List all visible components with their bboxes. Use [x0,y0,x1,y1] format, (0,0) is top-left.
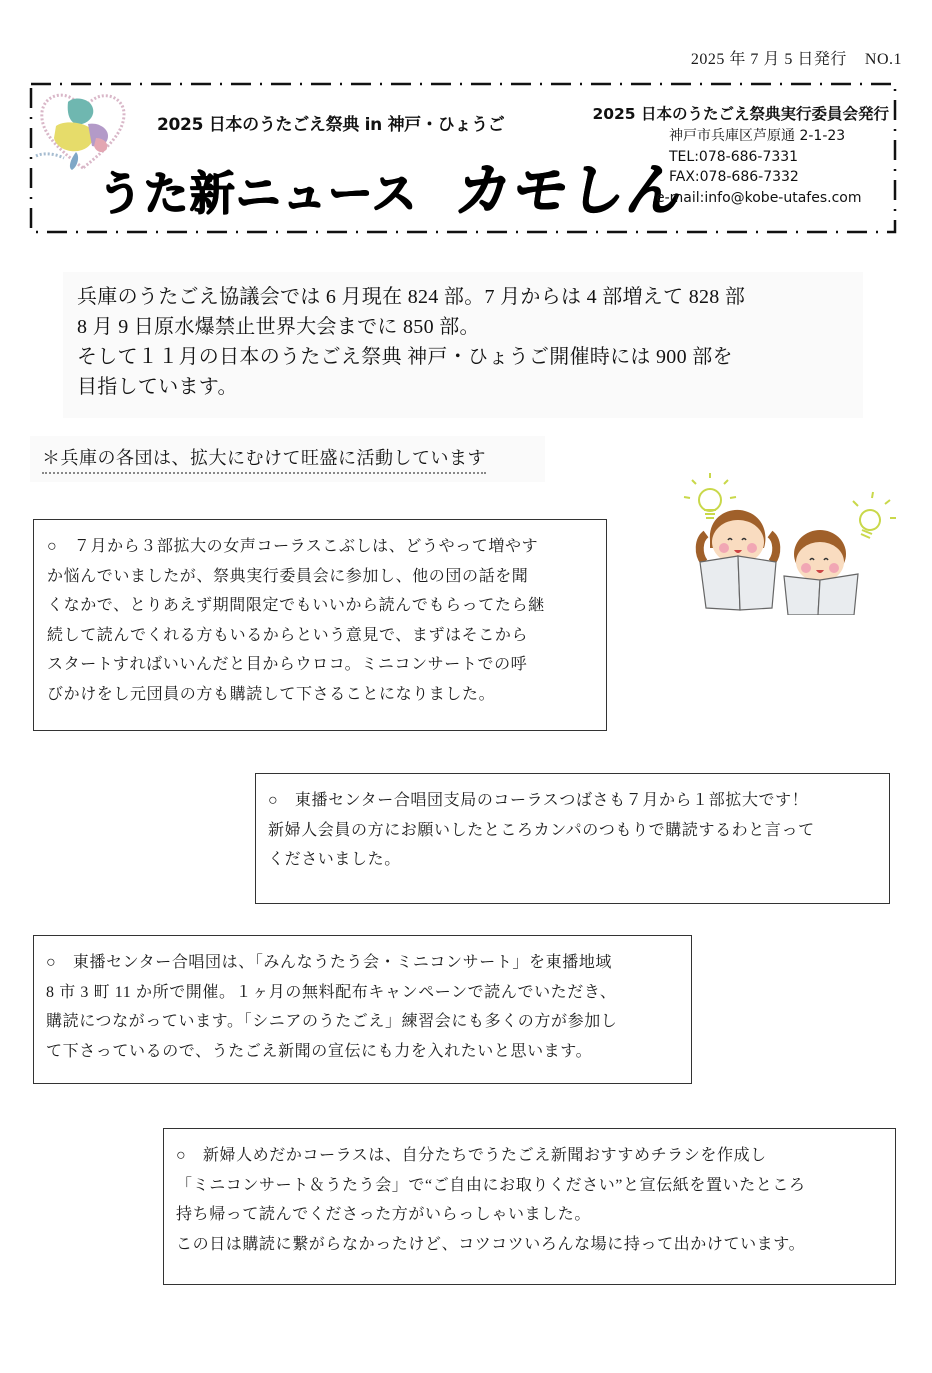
masthead [29,82,897,234]
intro-paragraph [63,272,863,418]
report-line: 購読につながっています。「シニアのうたごえ」練習会にも多くの方が参加し [46,1013,618,1030]
report-line: 続して読んでくれる方もいるからという意見で、まずはそこから [47,626,529,644]
report-line: くなかで、とりあえず期間限定でもいいから読んでもらってたら継 [47,597,545,614]
report-line: ○ ７月から３部拡大の女声コーラスこぶしは、どうやって増やす [47,538,539,555]
email-link[interactable]: e-mail:info@kobe-utafes.com [656,189,862,206]
issue-date: 2025 年 7 月 5 日発行 [690,51,847,68]
report-line: ○ 東播センター合唱団は、「みんなうたう会・ミニコンサート」を東播地域 [46,954,613,971]
newsletter-subtitle: うた新ニュース [97,166,418,220]
report-line: か悩んでいましたが、祭典実行委員会に参加し、他の団の話を聞 [47,567,529,585]
intro-line: 8 月 9 日原水爆禁止世界大会までに 850 部。 [77,316,480,338]
report-line: 新婦人会員の方にお願いしたところカンパのつもりで購読するわと言って [268,821,815,839]
fax: FAX:078-686-7332 [669,169,799,185]
report-line: この日は購読に繋がらなかったけど、コツコツいろんな場に持って出かけています。 [176,1235,806,1253]
publisher: 2025 日本のうたごえ祭典実行委員会発行 [592,105,889,123]
issue-date-number [640,46,902,69]
section-heading-panel [30,436,545,482]
event-title: 2025 日本のうたごえ祭典 in 神戸・ひょうご [157,115,505,135]
contact-info [656,126,862,208]
newsletter-title [97,146,688,226]
issue-number: NO.1 [864,51,902,68]
report-card-medaka [163,1128,896,1285]
report-line: ○ 新婦人めだかコーラスは、自分たちでうたごえ新聞おすすめチラシを作成し [176,1147,767,1164]
intro-line: 目指しています。 [77,376,238,398]
section-heading: ＊兵庫の各団は、拡大にむけて旺盛に活動しています [42,444,486,474]
report-line: 持ち帰って読んでくださった方がいらっしゃいました。 [176,1206,592,1223]
lightbulb-icon [853,492,896,538]
report-line: て下さっているので、うたごえ新聞の宣伝にも力を入れたいと思います。 [46,1042,593,1060]
lightbulb-icon [684,473,736,518]
address: 神戸市兵庫区芦原通 2-1-23 [669,128,846,144]
report-line: くださいました。 [268,851,401,868]
children-reading-newspaper-icon [680,470,900,615]
report-card-touban-center [33,935,692,1084]
report-line: 「ミニコンサート＆うたう会」で“ご自由にお取りください”と宣伝紙を置いたところ [176,1176,806,1194]
newsletter-brand: カモしん [451,158,688,223]
intro-line: そして１１月の日本のうたごえ祭典 神戸・ひょうご開催時には 900 部を [77,346,733,368]
report-line: ○ 東播センター合唱団支局のコーラスつばさも７月から１部拡大です！ [268,792,809,809]
report-line: スタートすればいいんだと目からウロコ。ミニコンサートでの呼 [47,656,528,673]
report-card-tsubasa [255,773,890,904]
report-card-kobushi [33,519,607,731]
report-line: 8 市 3 町 11 か所で開催。１ヶ月の無料配布キャンペーンで読んでいただき、 [46,983,617,1001]
intro-line: 兵庫のうたごえ協議会では 6 月現在 824 部。7 月からは 4 部増えて 828 部 [77,286,746,308]
tel: TEL:078-686-7331 [669,148,799,165]
report-line: びかけをし元団員の方も購読して下さることになりました。 [47,685,496,703]
